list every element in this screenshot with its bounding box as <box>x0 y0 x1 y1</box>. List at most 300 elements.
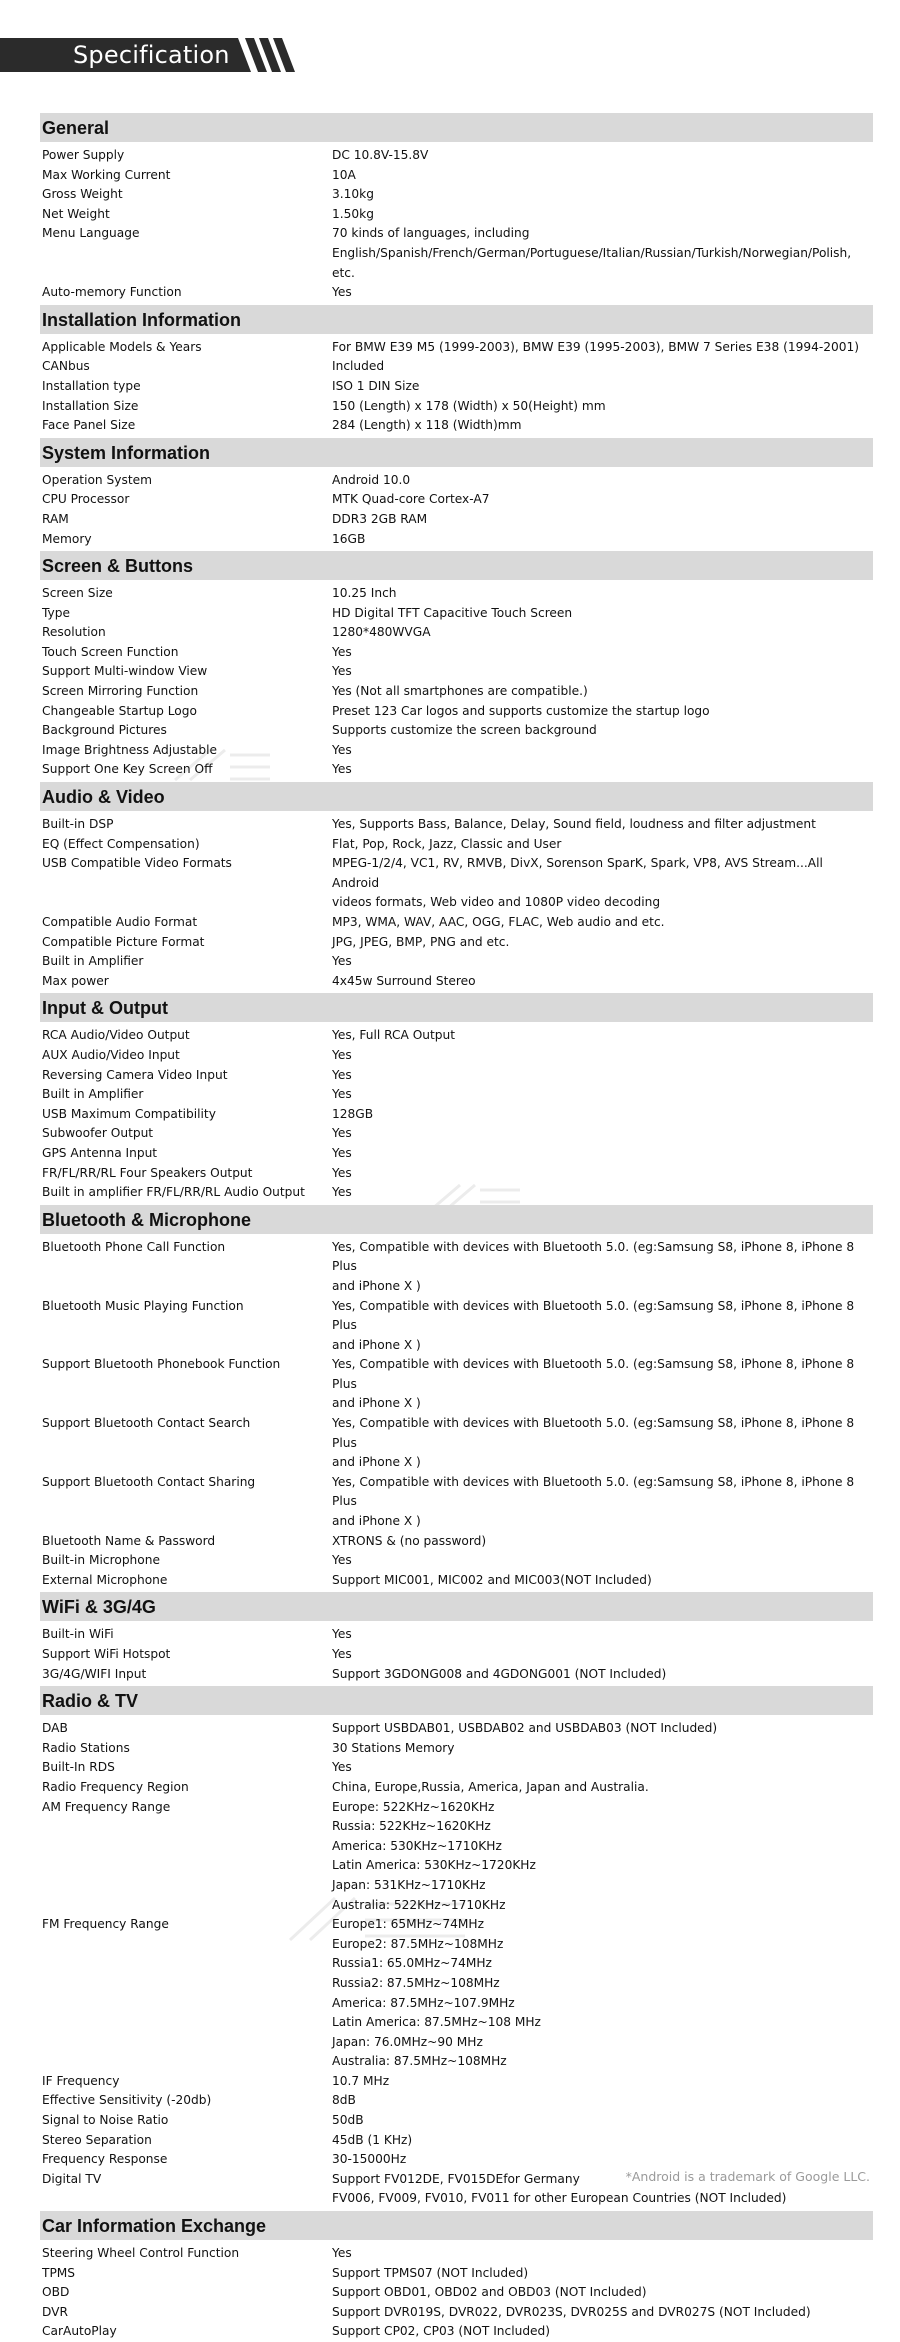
spec-label: Bluetooth Music Playing Function <box>42 1298 244 1313</box>
spec-label: Support One Key Screen Off <box>42 762 213 777</box>
spec-row <box>40 2322 873 2342</box>
spec-value-line: Support OBD01, OBD02 and OBD03 (NOT Included) <box>332 2285 647 2300</box>
spec-value <box>332 1571 873 1591</box>
spec-label: Built-in DSP <box>42 817 114 832</box>
spec-label: OBD <box>42 2285 70 2300</box>
spec-label: Radio Frequency Region <box>42 1779 189 1794</box>
spec-label: Compatible Picture Format <box>42 934 205 949</box>
spec-value-line: Yes, Compatible with devices with Bluetooth 5.0. (eg:Samsung S8, iPhone 8, iPhone 8 Plus <box>332 1474 855 1509</box>
spec-value-line: Russia1: 65.0MHz~74MHz <box>332 1956 492 1971</box>
spec-label: Bluetooth Phone Call Function <box>42 1239 226 1254</box>
spec-row <box>40 338 873 358</box>
spec-row <box>40 972 873 992</box>
spec-row <box>40 1105 873 1125</box>
spec-value-line: 30 Stations Memory <box>332 1740 455 1755</box>
spec-label: Built-in WiFi <box>42 1627 114 1642</box>
spec-row <box>40 1473 873 1532</box>
spec-value-line: Europe2: 87.5MHz~108MHz <box>332 1936 504 1951</box>
section-header: Car Information Exchange <box>40 2211 873 2240</box>
spec-row <box>40 702 873 722</box>
spec-value-line: 70 kinds of languages, including <box>332 226 530 241</box>
section-header: Radio & TV <box>40 1686 873 1715</box>
spec-value-line: Support MIC001, MIC002 and MIC003(NOT Included) <box>332 1572 652 1587</box>
spec-value-line: and iPhone X ) <box>332 1337 421 1352</box>
spec-value-line: Included <box>332 359 385 374</box>
spec-value <box>332 338 873 358</box>
spec-value <box>332 584 873 604</box>
spec-value-line: MTK Quad-core Cortex-A7 <box>332 492 490 507</box>
spec-label: Power Supply <box>42 148 125 162</box>
spec-label: GPS Antenna Input <box>42 1145 158 1160</box>
spec-value <box>332 1798 873 1916</box>
spec-value-line: FV006, FV009, FV010, FV011 for other European Countries (NOT Included) <box>332 2191 787 2206</box>
spec-label: Stereo Separation <box>42 2132 152 2147</box>
spec-value <box>332 490 873 510</box>
spec-value <box>332 1046 873 1066</box>
spec-value <box>332 1297 873 1356</box>
spec-label: Max Working Current <box>42 167 171 182</box>
spec-row <box>40 2150 873 2170</box>
spec-value-line: Android 10.0 <box>332 472 411 487</box>
spec-value-line: Latin America: 87.5MHz~108 MHz <box>332 2015 541 2030</box>
spec-value-line: Supports customize the screen background <box>332 723 597 738</box>
spec-label: Gross Weight <box>42 187 123 202</box>
section-header: Audio & Video <box>40 782 873 811</box>
spec-value-line: Support 3GDONG008 and 4GDONG001 (NOT Included) <box>332 1666 667 1681</box>
spec-row <box>40 224 873 283</box>
spec-value <box>332 682 873 702</box>
spec-value-line: 284 (Length) x 118 (Width)mm <box>332 418 522 433</box>
spec-label: Menu Language <box>42 226 140 241</box>
spec-value <box>332 1625 873 1645</box>
spec-row <box>40 1144 873 1164</box>
spec-label: RCA Audio/Video Output <box>42 1028 190 1043</box>
spec-value <box>332 1124 873 1144</box>
spec-row <box>40 416 873 436</box>
spec-value <box>332 2131 873 2151</box>
spec-value-line: MPEG-1/2/4, VC1, RV, RMVB, DivX, Sorenson SparK, Spark, VP8, AVS Stream...All Android <box>332 856 823 890</box>
spec-label: DAB <box>42 1721 68 1736</box>
spec-label: IF Frequency <box>42 2073 120 2088</box>
spec-value-line: Yes <box>332 664 352 679</box>
spec-value <box>332 1551 873 1571</box>
spec-value-line: Yes, Compatible with devices with Bluetooth 5.0. (eg:Samsung S8, iPhone 8, iPhone 8 Plus <box>332 1357 855 1391</box>
spec-value-line: 1.50kg <box>332 206 374 221</box>
spec-label: Signal to Noise Ratio <box>42 2113 169 2128</box>
spec-row <box>40 510 873 530</box>
section-header: System Information <box>40 438 873 467</box>
spec-value-line: Yes, Compatible with devices with Bluetooth 5.0. (eg:Samsung S8, iPhone 8, iPhone 8 Plus <box>332 1298 855 1333</box>
spec-value <box>332 2322 873 2342</box>
spec-value-line: XTRONS & (no password) <box>332 1533 487 1548</box>
spec-label: Digital TV <box>42 2171 102 2186</box>
spec-row <box>40 643 873 663</box>
spec-row <box>40 815 873 835</box>
spec-row <box>40 2072 873 2092</box>
spec-row <box>40 1571 873 1591</box>
spec-value-line: Yes <box>332 1627 352 1642</box>
spec-label: USB Maximum Compatibility <box>42 1106 216 1121</box>
spec-value <box>332 166 873 186</box>
spec-value-line: Japan: 76.0MHz~90 MHz <box>332 2034 483 2049</box>
spec-value-line: Yes (Not all smartphones are compatible.) <box>332 684 588 699</box>
spec-value-line: 10A <box>332 167 356 182</box>
spec-row <box>40 2264 873 2284</box>
spec-row <box>40 913 873 933</box>
spec-label: Frequency Response <box>42 2152 168 2167</box>
spec-table <box>40 111 873 2342</box>
spec-label: Screen Mirroring Function <box>42 684 199 699</box>
spec-label: AM Frequency Range <box>42 1799 171 1814</box>
spec-label: Operation System <box>42 472 152 487</box>
spec-row <box>40 1066 873 1086</box>
spec-value <box>332 721 873 741</box>
spec-value <box>332 662 873 682</box>
spec-label: EQ (Effect Compensation) <box>42 836 200 851</box>
spec-label: Reversing Camera Video Input <box>42 1067 228 1082</box>
spec-section <box>40 113 873 303</box>
spec-value-line: Support FV012DE, FV015DEfor Germany <box>332 2171 580 2186</box>
spec-label: Bluetooth Name & Password <box>42 1533 216 1548</box>
spec-banner <box>0 38 300 72</box>
spec-row <box>40 1532 873 1552</box>
spec-row <box>40 1238 873 1297</box>
spec-value-line: 30-15000Hz <box>332 2152 407 2167</box>
spec-value-line: HD Digital TFT Capacitive Touch Screen <box>332 605 573 620</box>
spec-value-line: 1280*480WVGA <box>332 625 431 640</box>
spec-row <box>40 1046 873 1066</box>
spec-value-line: Yes <box>332 285 352 300</box>
spec-row <box>40 1719 873 1739</box>
spec-value-line: 10.7 MHz <box>332 2073 390 2088</box>
spec-label: Background Pictures <box>42 723 167 738</box>
spec-value-line: Yes <box>332 742 352 757</box>
spec-value-line: Yes, Supports Bass, Balance, Delay, Sound field, loudness and filter adjustment <box>332 817 816 832</box>
spec-row <box>40 1026 873 1046</box>
spec-value <box>332 933 873 953</box>
spec-value-line: and iPhone X ) <box>332 1455 421 1470</box>
spec-value <box>332 1144 873 1164</box>
spec-value <box>332 2111 873 2131</box>
spec-value-line: China, Europe,Russia, America, Japan and Australia. <box>332 1779 649 1794</box>
spec-row <box>40 760 873 780</box>
spec-row <box>40 721 873 741</box>
spec-value <box>332 1355 873 1414</box>
spec-row <box>40 623 873 643</box>
spec-value-line: 3.10kg <box>332 187 374 202</box>
spec-row <box>40 835 873 855</box>
spec-value-line: Support TPMS07 (NOT Included) <box>332 2265 529 2280</box>
section-header: Input & Output <box>40 993 873 1022</box>
spec-label: Built in Amplifier <box>42 1087 144 1102</box>
spec-value <box>332 1758 873 1778</box>
spec-label: Support Bluetooth Contact Sharing <box>42 1474 256 1489</box>
spec-value-line: Yes <box>332 644 352 659</box>
spec-value-line: Russia2: 87.5MHz~108MHz <box>332 1975 500 1990</box>
spec-value <box>332 2244 873 2264</box>
spec-value <box>332 1183 873 1203</box>
page-title: Specification <box>73 41 230 69</box>
spec-row <box>40 2091 873 2111</box>
spec-label: Image Brightness Adjustable <box>42 742 218 757</box>
spec-value-line: Support CP02, CP03 (NOT Included) <box>332 2324 551 2339</box>
spec-value <box>332 2283 873 2303</box>
spec-label: Built in amplifier FR/FL/RR/RL Audio Output <box>42 1185 305 1200</box>
spec-value <box>332 357 873 377</box>
spec-label: RAM <box>42 511 69 526</box>
spec-row <box>40 1758 873 1778</box>
spec-label: Touch Screen Function <box>42 644 179 659</box>
spec-row <box>40 1124 873 1144</box>
spec-value-line: Flat, Pop, Rock, Jazz, Classic and User <box>332 836 562 851</box>
spec-value-line: and iPhone X ) <box>332 1396 421 1411</box>
spec-value <box>332 283 873 303</box>
spec-label: Resolution <box>42 625 106 640</box>
spec-value <box>332 741 873 761</box>
spec-value <box>332 913 873 933</box>
spec-label: Support WiFi Hotspot <box>42 1647 171 1661</box>
spec-row <box>40 1798 873 1916</box>
spec-value-line: Yes <box>332 954 352 969</box>
spec-value-line: America: 87.5MHz~107.9MHz <box>332 1995 515 2010</box>
spec-value <box>332 1739 873 1759</box>
spec-value-line: JPG, JPEG, BMP, PNG and etc. <box>332 934 510 949</box>
spec-value <box>332 1645 873 1665</box>
spec-label: USB Compatible Video Formats <box>42 856 232 871</box>
spec-row <box>40 1164 873 1184</box>
spec-row <box>40 1355 873 1414</box>
spec-section <box>40 551 873 780</box>
spec-value-line: Yes <box>332 1553 352 1568</box>
spec-label: Effective Sensitivity (-20db) <box>42 2093 212 2108</box>
spec-row <box>40 205 873 225</box>
spec-label: TPMS <box>42 2265 76 2280</box>
spec-value-line: Yes <box>332 1760 352 1775</box>
spec-row <box>40 2283 873 2303</box>
spec-row <box>40 1183 873 1203</box>
spec-value-line: Yes <box>332 2246 352 2261</box>
spec-value-line: For BMW E39 M5 (1999-2003), BMW E39 (1995-2003), BMW 7 Series E38 (1994-2001) <box>332 339 860 354</box>
spec-label: CANbus <box>42 359 90 374</box>
spec-value <box>332 377 873 397</box>
spec-label: Subwoofer Output <box>42 1126 154 1141</box>
spec-row <box>40 397 873 417</box>
spec-value-line: videos formats, Web video and 1080P video decoding <box>332 895 661 910</box>
spec-label: CPU Processor <box>42 492 130 507</box>
spec-label: FR/FL/RR/RL Four Speakers Output <box>42 1165 253 1180</box>
spec-value-line: Europe1: 65MHz~74MHz <box>332 1917 484 1932</box>
spec-row <box>40 471 873 491</box>
spec-row <box>40 1778 873 1798</box>
spec-value-line: Yes <box>332 1145 352 1160</box>
spec-label: Compatible Audio Format <box>42 915 198 929</box>
spec-value <box>332 702 873 722</box>
spec-value <box>332 2072 873 2092</box>
spec-value-line: 4x45w Surround Stereo <box>332 973 476 988</box>
spec-row <box>40 490 873 510</box>
spec-value-line: Preset 123 Car logos and supports customize the startup logo <box>332 703 710 718</box>
spec-value-line: and iPhone X ) <box>332 1514 421 1529</box>
spec-value <box>332 510 873 530</box>
spec-label: Net Weight <box>42 206 110 221</box>
spec-value <box>332 397 873 417</box>
spec-label: Support Bluetooth Contact Search <box>42 1416 251 1431</box>
spec-label: Built-In RDS <box>42 1760 115 1775</box>
spec-row <box>40 166 873 186</box>
spec-section <box>40 2211 873 2342</box>
spec-value <box>332 643 873 663</box>
spec-row <box>40 283 873 303</box>
spec-value-line: Support DVR019S, DVR022, DVR023S, DVR025S and DVR027S (NOT Included) <box>332 2304 811 2319</box>
spec-row <box>40 1665 873 1685</box>
spec-row <box>40 1625 873 1645</box>
spec-value <box>332 1473 873 1532</box>
spec-row <box>40 933 873 953</box>
spec-value-line: Yes <box>332 1126 352 1141</box>
spec-row <box>40 1739 873 1759</box>
spec-value <box>332 1665 873 1685</box>
spec-value <box>332 205 873 225</box>
spec-value <box>332 2264 873 2284</box>
spec-value <box>332 416 873 436</box>
spec-value <box>332 952 873 972</box>
section-header: General <box>40 113 873 142</box>
spec-section <box>40 1686 873 2209</box>
spec-value-line: Yes, Compatible with devices with Bluetooth 5.0. (eg:Samsung S8, iPhone 8, iPhone 8 Plus <box>332 1239 855 1274</box>
spec-value <box>332 2303 873 2323</box>
spec-label: CarAutoPlay <box>42 2324 117 2339</box>
spec-row <box>40 584 873 604</box>
spec-label: Built in Amplifier <box>42 954 144 969</box>
spec-row <box>40 1085 873 1105</box>
spec-value-line: Yes, Full RCA Output <box>332 1028 456 1043</box>
spec-value-line: Yes, Compatible with devices with Bluetooth 5.0. (eg:Samsung S8, iPhone 8, iPhone 8 Plus <box>332 1416 855 1450</box>
spec-label: FM Frequency Range <box>42 1917 169 1932</box>
spec-value <box>332 530 873 550</box>
spec-value-line: 8dB <box>332 2093 356 2108</box>
spec-label: Memory <box>42 531 92 546</box>
spec-section <box>40 782 873 991</box>
spec-label: Built-in Microphone <box>42 1553 160 1568</box>
spec-label: Radio Stations <box>42 1740 130 1755</box>
spec-value <box>332 815 873 835</box>
spec-row <box>40 662 873 682</box>
spec-section <box>40 1592 873 1684</box>
spec-value <box>332 1066 873 1086</box>
spec-value-line: 50dB <box>332 2113 364 2128</box>
spec-value <box>332 471 873 491</box>
spec-value <box>332 1026 873 1046</box>
spec-value <box>332 1105 873 1125</box>
spec-value-line: 16GB <box>332 531 366 546</box>
spec-row <box>40 952 873 972</box>
spec-section <box>40 1205 873 1591</box>
spec-value-line: 150 (Length) x 178 (Width) x 50(Height) mm <box>332 398 606 413</box>
spec-value-line: DC 10.8V-15.8V <box>332 148 429 162</box>
spec-label: Installation Size <box>42 398 139 413</box>
spec-label: Steering Wheel Control Function <box>42 2246 240 2261</box>
spec-row <box>40 682 873 702</box>
spec-row <box>40 1645 873 1665</box>
spec-section <box>40 993 873 1202</box>
spec-section <box>40 438 873 549</box>
spec-value <box>332 854 873 913</box>
spec-value-line: Yes <box>332 1067 352 1082</box>
section-header: Bluetooth & Microphone <box>40 1205 873 1234</box>
spec-value <box>332 1164 873 1184</box>
spec-value-line: Yes <box>332 1047 352 1062</box>
spec-value <box>332 1414 873 1473</box>
spec-row <box>40 2303 873 2323</box>
spec-value <box>332 1915 873 2072</box>
spec-value-line: Yes <box>332 1087 352 1102</box>
spec-label: Changeable Startup Logo <box>42 703 197 718</box>
spec-value <box>332 224 873 283</box>
spec-label: Installation type <box>42 378 141 393</box>
spec-value-line: English/Spanish/French/German/Portuguese/Italian/Russian/Turkish/Norwegian/Polish, etc. <box>332 245 852 280</box>
spec-row <box>40 185 873 205</box>
spec-value <box>332 972 873 992</box>
spec-label: Max power <box>42 973 109 988</box>
spec-label: Type <box>42 605 70 620</box>
spec-row <box>40 2244 873 2264</box>
spec-value <box>332 604 873 624</box>
trademark-footnote: *Android is a trademark of Google LLC. <box>625 2169 870 2184</box>
spec-value-line: Europe: 522KHz~1620KHz <box>332 1799 495 1814</box>
spec-value <box>332 146 873 166</box>
spec-label: External Microphone <box>42 1572 168 1587</box>
spec-value <box>332 1719 873 1739</box>
spec-value <box>332 760 873 780</box>
spec-row <box>40 377 873 397</box>
spec-label: Face Panel Size <box>42 418 136 433</box>
spec-value-line: MP3, WMA, WAV, AAC, OGG, FLAC, Web audio and etc. <box>332 915 665 929</box>
spec-value-line: 45dB (1 KHz) <box>332 2132 413 2147</box>
spec-row <box>40 2131 873 2151</box>
spec-row <box>40 854 873 913</box>
spec-value-line: Russia: 522KHz~1620KHz <box>332 1819 491 1834</box>
spec-label: Auto-memory Function <box>42 285 182 300</box>
spec-value <box>332 2150 873 2170</box>
spec-row <box>40 1297 873 1356</box>
spec-value-line: DDR3 2GB RAM <box>332 511 428 526</box>
spec-row <box>40 741 873 761</box>
spec-value <box>332 623 873 643</box>
spec-value-line: Yes <box>332 1647 352 1661</box>
spec-value-line: 10.25 Inch <box>332 586 397 601</box>
spec-value-line: Japan: 531KHz~1710KHz <box>332 1877 486 1892</box>
spec-row <box>40 1414 873 1473</box>
section-header: Screen & Buttons <box>40 551 873 580</box>
spec-row <box>40 357 873 377</box>
spec-value-line: 128GB <box>332 1106 374 1121</box>
spec-label: Support Bluetooth Phonebook Function <box>42 1357 281 1372</box>
spec-value <box>332 1778 873 1798</box>
spec-row <box>40 1915 873 2072</box>
spec-row <box>40 2111 873 2131</box>
spec-value <box>332 1532 873 1552</box>
spec-row <box>40 1551 873 1571</box>
spec-label: Applicable Models & Years <box>42 339 202 354</box>
spec-value-line: America: 530KHz~1710KHz <box>332 1838 502 1853</box>
spec-value-line: Yes <box>332 1185 352 1200</box>
spec-value-line: and iPhone X ) <box>332 1278 421 1293</box>
spec-value <box>332 1238 873 1297</box>
spec-value-line: Australia: 87.5MHz~108MHz <box>332 2054 507 2069</box>
spec-row <box>40 530 873 550</box>
spec-value-line: Latin America: 530KHz~1720KHz <box>332 1858 536 1873</box>
spec-value-line: Australia: 522KHz~1710KHz <box>332 1897 506 1912</box>
